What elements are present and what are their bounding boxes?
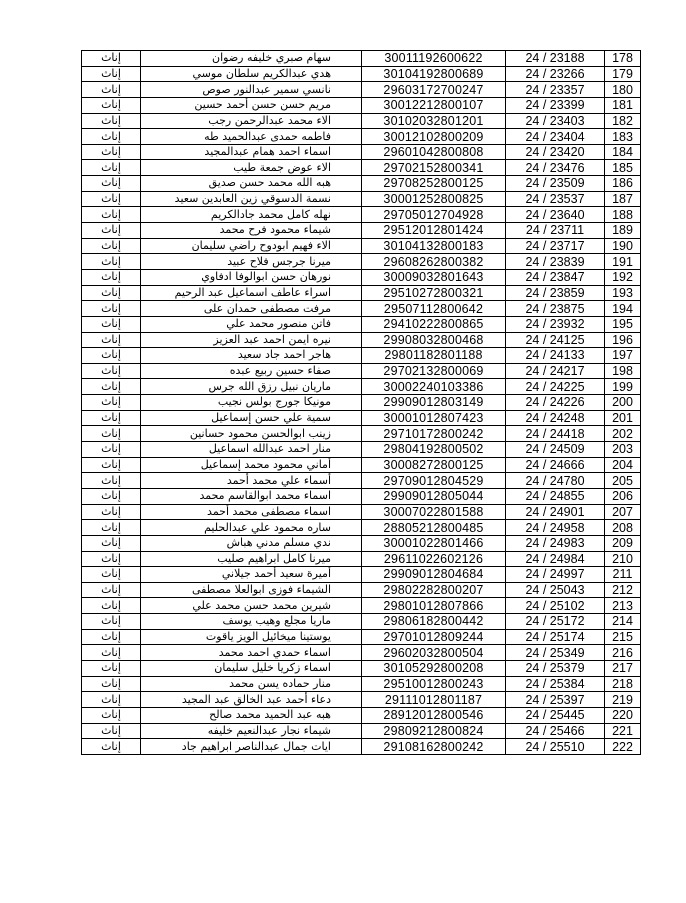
- gender-cell: إناث: [82, 395, 141, 411]
- national-id-cell: 30102032801201: [362, 113, 506, 129]
- gender-cell: إناث: [82, 692, 141, 708]
- national-id-cell: 29708252800125: [362, 176, 506, 192]
- seat-code-cell: 24 / 23188: [506, 51, 605, 67]
- national-id-cell: 29702152800341: [362, 160, 506, 176]
- seat-code-cell: 24 / 24248: [506, 410, 605, 426]
- name-cell: أميرة سعيد أحمد جيلاني: [141, 567, 362, 583]
- seat-code-cell: 24 / 24958: [506, 520, 605, 536]
- serial-number-cell: 203: [605, 442, 641, 458]
- table-row: [82, 457, 641, 473]
- national-id-cell: 29709012804529: [362, 473, 506, 489]
- gender-cell: إناث: [82, 676, 141, 692]
- table-row: [82, 645, 641, 661]
- gender-cell: إناث: [82, 285, 141, 301]
- table-row: [82, 614, 641, 630]
- national-id-cell: 29909012803149: [362, 395, 506, 411]
- national-id-cell: 30001022801466: [362, 535, 506, 551]
- table-row: [82, 97, 641, 113]
- table-row: [82, 723, 641, 739]
- table-row: [82, 332, 641, 348]
- serial-number-cell: 190: [605, 238, 641, 254]
- national-id-cell: 29909012805044: [362, 488, 506, 504]
- seat-code-cell: 24 / 23399: [506, 97, 605, 113]
- name-cell: مريم حسن حسن أحمد حسين: [141, 97, 362, 113]
- national-id-cell: 30008272800125: [362, 457, 506, 473]
- serial-number-cell: 193: [605, 285, 641, 301]
- serial-number-cell: 194: [605, 301, 641, 317]
- serial-number-cell: 206: [605, 488, 641, 504]
- candidates-table: [81, 50, 641, 755]
- name-cell: اسماء مصطفى محمد أحمد: [141, 504, 362, 520]
- serial-number-cell: 202: [605, 426, 641, 442]
- gender-cell: إناث: [82, 645, 141, 661]
- national-id-cell: 29804192800502: [362, 442, 506, 458]
- serial-number-cell: 220: [605, 707, 641, 723]
- serial-number-cell: 180: [605, 82, 641, 98]
- serial-number-cell: 213: [605, 598, 641, 614]
- name-cell: الاء فهيم ابودوح راضي سليمان: [141, 238, 362, 254]
- gender-cell: إناث: [82, 97, 141, 113]
- table-row: [82, 520, 641, 536]
- table-row: [82, 473, 641, 489]
- national-id-cell: 29602032800504: [362, 645, 506, 661]
- gender-cell: إناث: [82, 144, 141, 160]
- name-cell: نهله كامل محمد جادالكريم: [141, 207, 362, 223]
- seat-code-cell: 24 / 23509: [506, 176, 605, 192]
- name-cell: مرفت مصطفى حمدان على: [141, 301, 362, 317]
- name-cell: زينب ابوالحسن محمود حسانين: [141, 426, 362, 442]
- seat-code-cell: 24 / 23404: [506, 129, 605, 145]
- name-cell: اسماء حمدي احمد محمد: [141, 645, 362, 661]
- serial-number-cell: 221: [605, 723, 641, 739]
- serial-number-cell: 183: [605, 129, 641, 145]
- name-cell: شيماء نجار عبدالنعيم خليفه: [141, 723, 362, 739]
- serial-number-cell: 207: [605, 504, 641, 520]
- serial-number-cell: 182: [605, 113, 641, 129]
- serial-number-cell: 215: [605, 629, 641, 645]
- seat-code-cell: 24 / 23932: [506, 316, 605, 332]
- gender-cell: إناث: [82, 598, 141, 614]
- seat-code-cell: 24 / 23403: [506, 113, 605, 129]
- seat-code-cell: 24 / 25174: [506, 629, 605, 645]
- serial-number-cell: 191: [605, 254, 641, 270]
- national-id-cell: 29702132800069: [362, 363, 506, 379]
- serial-number-cell: 185: [605, 160, 641, 176]
- gender-cell: إناث: [82, 113, 141, 129]
- serial-number-cell: 214: [605, 614, 641, 630]
- seat-code-cell: 24 / 23420: [506, 144, 605, 160]
- gender-cell: إناث: [82, 176, 141, 192]
- seat-code-cell: 24 / 25445: [506, 707, 605, 723]
- seat-code-cell: 24 / 24780: [506, 473, 605, 489]
- name-cell: أماني محمود محمد إسماعيل: [141, 457, 362, 473]
- national-id-cell: 29603172700247: [362, 82, 506, 98]
- gender-cell: إناث: [82, 442, 141, 458]
- table-row: [82, 66, 641, 82]
- national-id-cell: 28805212800485: [362, 520, 506, 536]
- table-row: [82, 223, 641, 239]
- seat-code-cell: 24 / 25466: [506, 723, 605, 739]
- name-cell: اسماء زكريا خليل سليمان: [141, 660, 362, 676]
- table-row: [82, 207, 641, 223]
- serial-number-cell: 205: [605, 473, 641, 489]
- name-cell: نورهان حسن ابوالوفا ادفاوي: [141, 269, 362, 285]
- name-cell: اسراء عاطف اسماعيل عبد الرحيم: [141, 285, 362, 301]
- table-row: [82, 348, 641, 364]
- seat-code-cell: 24 / 25349: [506, 645, 605, 661]
- name-cell: منار حماده يسن محمد: [141, 676, 362, 692]
- seat-code-cell: 24 / 25102: [506, 598, 605, 614]
- table-row: [82, 535, 641, 551]
- name-cell: نيره ايمن احمد عبد العزيز: [141, 332, 362, 348]
- serial-number-cell: 188: [605, 207, 641, 223]
- table-row: [82, 410, 641, 426]
- serial-number-cell: 211: [605, 567, 641, 583]
- name-cell: شيماء محمود فرح محمد: [141, 223, 362, 239]
- national-id-cell: 29801182801188: [362, 348, 506, 364]
- national-id-cell: 30009032801643: [362, 269, 506, 285]
- gender-cell: إناث: [82, 269, 141, 285]
- name-cell: اسماء احمد همام عبدالمجيد: [141, 144, 362, 160]
- serial-number-cell: 189: [605, 223, 641, 239]
- name-cell: سمية علي حسن إسماعيل: [141, 410, 362, 426]
- serial-number-cell: 179: [605, 66, 641, 82]
- seat-code-cell: 24 / 23711: [506, 223, 605, 239]
- seat-code-cell: 24 / 25043: [506, 582, 605, 598]
- table-row: [82, 191, 641, 207]
- name-cell: الاء عوض جمعة طيب: [141, 160, 362, 176]
- table-row: [82, 176, 641, 192]
- seat-code-cell: 24 / 24855: [506, 488, 605, 504]
- name-cell: هبه الله محمد حسن صديق: [141, 176, 362, 192]
- table-row: [82, 660, 641, 676]
- seat-code-cell: 24 / 23875: [506, 301, 605, 317]
- table-row: [82, 598, 641, 614]
- gender-cell: إناث: [82, 614, 141, 630]
- table-body: [82, 51, 641, 755]
- table-row: [82, 113, 641, 129]
- national-id-cell: 29710172800242: [362, 426, 506, 442]
- seat-code-cell: 24 / 24997: [506, 567, 605, 583]
- table-row: [82, 676, 641, 692]
- gender-cell: إناث: [82, 410, 141, 426]
- gender-cell: إناث: [82, 426, 141, 442]
- name-cell: نانسي سمير عبدالنور صوص: [141, 82, 362, 98]
- serial-number-cell: 187: [605, 191, 641, 207]
- gender-cell: إناث: [82, 582, 141, 598]
- seat-code-cell: 24 / 24217: [506, 363, 605, 379]
- serial-number-cell: 217: [605, 660, 641, 676]
- seat-code-cell: 24 / 23357: [506, 82, 605, 98]
- serial-number-cell: 178: [605, 51, 641, 67]
- name-cell: اسماء محمد ابوالقاسم محمد: [141, 488, 362, 504]
- serial-number-cell: 216: [605, 645, 641, 661]
- serial-number-cell: 186: [605, 176, 641, 192]
- serial-number-cell: 222: [605, 739, 641, 755]
- name-cell: صفاء حسين ربيع عبده: [141, 363, 362, 379]
- gender-cell: إناث: [82, 629, 141, 645]
- name-cell: هاجر احمد جاد سعيد: [141, 348, 362, 364]
- gender-cell: إناث: [82, 191, 141, 207]
- name-cell: يوستينا ميخائيل الويز ياقوت: [141, 629, 362, 645]
- gender-cell: إناث: [82, 660, 141, 676]
- national-id-cell: 30104132800183: [362, 238, 506, 254]
- serial-number-cell: 181: [605, 97, 641, 113]
- gender-cell: إناث: [82, 739, 141, 755]
- national-id-cell: 29410222800865: [362, 316, 506, 332]
- seat-code-cell: 24 / 24226: [506, 395, 605, 411]
- name-cell: فاطمه حمدى عبدالحميد طه: [141, 129, 362, 145]
- name-cell: الشيماء فوزى ابوالعلا مصطفى: [141, 582, 362, 598]
- name-cell: ماريان نبيل رزق الله جرس: [141, 379, 362, 395]
- table-row: [82, 582, 641, 598]
- national-id-cell: 29507112800642: [362, 301, 506, 317]
- gender-cell: إناث: [82, 332, 141, 348]
- seat-code-cell: 24 / 24984: [506, 551, 605, 567]
- national-id-cell: 29512012801424: [362, 223, 506, 239]
- national-id-cell: 29611022602126: [362, 551, 506, 567]
- gender-cell: إناث: [82, 567, 141, 583]
- name-cell: منار احمد عبدالله اسماعيل: [141, 442, 362, 458]
- seat-code-cell: 24 / 24418: [506, 426, 605, 442]
- seat-code-cell: 24 / 23640: [506, 207, 605, 223]
- seat-code-cell: 24 / 23537: [506, 191, 605, 207]
- national-id-cell: 30001252800825: [362, 191, 506, 207]
- seat-code-cell: 24 / 25384: [506, 676, 605, 692]
- seat-code-cell: 24 / 23859: [506, 285, 605, 301]
- seat-code-cell: 24 / 24225: [506, 379, 605, 395]
- table-row: [82, 504, 641, 520]
- serial-number-cell: 192: [605, 269, 641, 285]
- serial-number-cell: 210: [605, 551, 641, 567]
- serial-number-cell: 201: [605, 410, 641, 426]
- gender-cell: إناث: [82, 238, 141, 254]
- gender-cell: إناث: [82, 504, 141, 520]
- national-id-cell: 30001012807423: [362, 410, 506, 426]
- table-row: [82, 739, 641, 755]
- serial-number-cell: 199: [605, 379, 641, 395]
- name-cell: دعاء أحمد عبد الخالق عبد المجيد: [141, 692, 362, 708]
- national-id-cell: 30104192800689: [362, 66, 506, 82]
- table-row: [82, 707, 641, 723]
- national-id-cell: 30105292800208: [362, 660, 506, 676]
- serial-number-cell: 195: [605, 316, 641, 332]
- national-id-cell: 29608262800382: [362, 254, 506, 270]
- seat-code-cell: 24 / 24133: [506, 348, 605, 364]
- name-cell: ايات جمال عبدالناصر ابراهيم جاد: [141, 739, 362, 755]
- gender-cell: إناث: [82, 207, 141, 223]
- national-id-cell: 30002240103386: [362, 379, 506, 395]
- serial-number-cell: 219: [605, 692, 641, 708]
- table-row: [82, 426, 641, 442]
- national-id-cell: 29801012807866: [362, 598, 506, 614]
- seat-code-cell: 24 / 23847: [506, 269, 605, 285]
- national-id-cell: 29111012801187: [362, 692, 506, 708]
- national-id-cell: 29909012804684: [362, 567, 506, 583]
- seat-code-cell: 24 / 24509: [506, 442, 605, 458]
- table-row: [82, 379, 641, 395]
- seat-code-cell: 24 / 23717: [506, 238, 605, 254]
- name-cell: الاء محمد عبدالرحمن رجب: [141, 113, 362, 129]
- table-row: [82, 51, 641, 67]
- national-id-cell: 29510272800321: [362, 285, 506, 301]
- serial-number-cell: 209: [605, 535, 641, 551]
- name-cell: ميرنا جرجس فلاح عبيد: [141, 254, 362, 270]
- seat-code-cell: 24 / 24666: [506, 457, 605, 473]
- gender-cell: إناث: [82, 254, 141, 270]
- name-cell: نسمة الدسوقي زين العابدين سعيد: [141, 191, 362, 207]
- gender-cell: إناث: [82, 457, 141, 473]
- national-id-cell: 30007022801588: [362, 504, 506, 520]
- gender-cell: إناث: [82, 473, 141, 489]
- national-id-cell: 28912012800546: [362, 707, 506, 723]
- gender-cell: إناث: [82, 379, 141, 395]
- national-id-cell: 30012212800107: [362, 97, 506, 113]
- serial-number-cell: 184: [605, 144, 641, 160]
- national-id-cell: 29802282800207: [362, 582, 506, 598]
- seat-code-cell: 24 / 24125: [506, 332, 605, 348]
- gender-cell: إناث: [82, 82, 141, 98]
- seat-code-cell: 24 / 25510: [506, 739, 605, 755]
- gender-cell: إناث: [82, 348, 141, 364]
- gender-cell: إناث: [82, 301, 141, 317]
- seat-code-cell: 24 / 24901: [506, 504, 605, 520]
- name-cell: هبه عبد الحميد محمد صالح: [141, 707, 362, 723]
- table-row: [82, 160, 641, 176]
- seat-code-cell: 24 / 23839: [506, 254, 605, 270]
- national-id-cell: 29601042800808: [362, 144, 506, 160]
- gender-cell: إناث: [82, 316, 141, 332]
- table-row: [82, 144, 641, 160]
- name-cell: هدي عبدالكريم سلطان موسي: [141, 66, 362, 82]
- national-id-cell: 29705012704928: [362, 207, 506, 223]
- table-row: [82, 395, 641, 411]
- table-row: [82, 692, 641, 708]
- gender-cell: إناث: [82, 520, 141, 536]
- serial-number-cell: 208: [605, 520, 641, 536]
- name-cell: أسماء علي محمد أحمد: [141, 473, 362, 489]
- table-row: [82, 285, 641, 301]
- table-row: [82, 363, 641, 379]
- table-row: [82, 254, 641, 270]
- gender-cell: إناث: [82, 707, 141, 723]
- gender-cell: إناث: [82, 363, 141, 379]
- table-row: [82, 238, 641, 254]
- serial-number-cell: 198: [605, 363, 641, 379]
- seat-code-cell: 24 / 25172: [506, 614, 605, 630]
- national-id-cell: 29701012809244: [362, 629, 506, 645]
- table-row: [82, 316, 641, 332]
- national-id-cell: 29809212800824: [362, 723, 506, 739]
- national-id-cell: 29806182800442: [362, 614, 506, 630]
- national-id-cell: 30012102800209: [362, 129, 506, 145]
- national-id-cell: 29510012800243: [362, 676, 506, 692]
- table-row: [82, 301, 641, 317]
- name-cell: فاتن منصور محمد علي: [141, 316, 362, 332]
- table-row: [82, 442, 641, 458]
- name-cell: سهام صبري خليفه رضوان: [141, 51, 362, 67]
- gender-cell: إناث: [82, 488, 141, 504]
- table-row: [82, 488, 641, 504]
- gender-cell: إناث: [82, 160, 141, 176]
- name-cell: شيرين محمد حسن محمد علي: [141, 598, 362, 614]
- table-row: [82, 629, 641, 645]
- national-id-cell: 29908032800468: [362, 332, 506, 348]
- results-sheet: [81, 50, 635, 755]
- gender-cell: إناث: [82, 129, 141, 145]
- name-cell: ساره محمود علي عبدالحليم: [141, 520, 362, 536]
- seat-code-cell: 24 / 23266: [506, 66, 605, 82]
- table-row: [82, 129, 641, 145]
- table-row: [82, 269, 641, 285]
- national-id-cell: 29108162800242: [362, 739, 506, 755]
- gender-cell: إناث: [82, 535, 141, 551]
- serial-number-cell: 218: [605, 676, 641, 692]
- name-cell: مونيكا جورج بولس نجيب: [141, 395, 362, 411]
- serial-number-cell: 212: [605, 582, 641, 598]
- gender-cell: إناث: [82, 723, 141, 739]
- name-cell: ندي مسلم مدني هباش: [141, 535, 362, 551]
- seat-code-cell: 24 / 25379: [506, 660, 605, 676]
- serial-number-cell: 196: [605, 332, 641, 348]
- gender-cell: إناث: [82, 66, 141, 82]
- gender-cell: إناث: [82, 223, 141, 239]
- serial-number-cell: 197: [605, 348, 641, 364]
- seat-code-cell: 24 / 23476: [506, 160, 605, 176]
- gender-cell: إناث: [82, 51, 141, 67]
- seat-code-cell: 24 / 24983: [506, 535, 605, 551]
- table-row: [82, 567, 641, 583]
- table-row: [82, 551, 641, 567]
- serial-number-cell: 200: [605, 395, 641, 411]
- national-id-cell: 30011192600622: [362, 51, 506, 67]
- serial-number-cell: 204: [605, 457, 641, 473]
- seat-code-cell: 24 / 25397: [506, 692, 605, 708]
- gender-cell: إناث: [82, 551, 141, 567]
- table-row: [82, 82, 641, 98]
- name-cell: ماريا مجلع وهيب يوسف: [141, 614, 362, 630]
- name-cell: ميرنا كامل ابراهيم صليب: [141, 551, 362, 567]
